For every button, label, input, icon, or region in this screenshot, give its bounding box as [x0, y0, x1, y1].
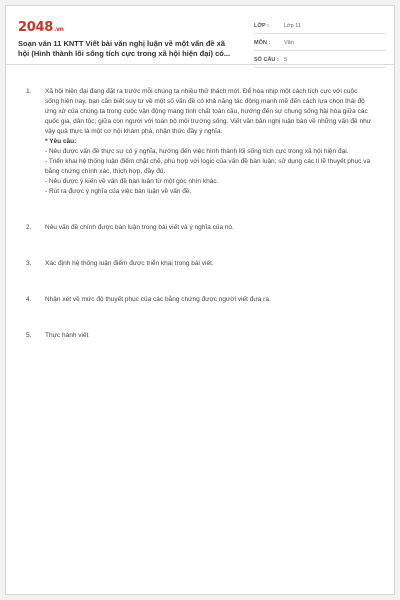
question-number: 4.: [26, 296, 32, 303]
question-item: [26, 87, 372, 197]
meta-row-subject: [254, 36, 386, 51]
title-line-2: hội (Hình thành lối sống tích cực trong xã hội hiện đại) có...: [18, 49, 231, 58]
meta-row-question-count: [254, 53, 386, 68]
meta-value: Văn: [284, 40, 294, 46]
question-text: Xác định hệ thống luận điểm được triển khai trong bài viết.: [45, 260, 214, 267]
meta-key: LỚP :: [254, 23, 269, 29]
title-line-1: Soạn văn 11 KNTT Viết bài văn nghị luận về một vấn đề xã: [18, 39, 226, 48]
question-intro: Xã hội hiện đại đang đặt ra trước mỗi chúng ta nhiều thử thách mới. Để hòa nhịp một cách tích cực với cuộc sống hiện nay, bạn cần biết suy tư về một số vấn đề có khả năng tác động mạnh mẽ đến cách lựa chọn thái độ ứng xử của chúng ta trong cuộc vận động mang tính chất toàn cầu, hướng đến sự chung sống hài hòa giữa các quốc gia, dân tộc; giữa con người với toàn bộ môi trường sống. Viết văn bản nghị luận bàn về những vấn đề như vậy quả thực là một cơ hội khám phá, nhận thức đầy ý nghĩa.: [45, 88, 372, 135]
worksheet-title: [18, 39, 246, 59]
requirements-label: * Yêu cầu:: [45, 138, 77, 145]
worksheet-page: [5, 5, 395, 595]
logo-domain-text: .vn: [53, 26, 64, 33]
meta-row-grade: [254, 19, 386, 34]
meta-value: 5: [284, 57, 288, 63]
meta-key: SỐ CÂU :: [254, 57, 279, 63]
requirement-item: - Nêu được vấn đề thực sự có ý nghĩa, hướng đến việc hình thành lối sống tích cực trong xã hội hiện đại.: [45, 148, 349, 155]
site-logo[interactable]: [18, 20, 64, 35]
question-text: Nhận xét về mức độ thuyết phục của các bằng chứng được người viết đưa ra.: [45, 296, 271, 303]
requirement-item: - Triển khai hệ thống luận điểm chặt chẽ, phù hợp với logic của vấn đề bàn luận; sử dụng các lí lẽ thuyết phục và bằng chứng chính xác, thích hợp, đầy đủ.: [45, 158, 371, 175]
worksheet-meta: [254, 19, 386, 70]
question-item: [26, 331, 372, 341]
question-list: [6, 65, 394, 341]
question-item: [26, 295, 372, 305]
question-number: 1.: [26, 88, 32, 95]
question-number: 3.: [26, 260, 32, 267]
logo-main-text: 2048: [18, 20, 53, 35]
meta-key: MÔN :: [254, 40, 271, 46]
worksheet-header: [6, 6, 394, 65]
question-number: 5.: [26, 332, 32, 339]
question-body: [45, 87, 372, 197]
question-number: 2.: [26, 224, 32, 231]
question-item: [26, 259, 372, 269]
question-text: Nêu vấn đề chính được bàn luận trong bài viết và ý nghĩa của nó.: [45, 224, 234, 231]
requirement-item: - Rút ra được ý nghĩa của việc bàn luận về vấn đề.: [45, 188, 192, 195]
question-item: [26, 223, 372, 233]
question-text: Thực hành viết: [45, 332, 89, 339]
meta-value: Lớp 11: [284, 23, 301, 29]
requirement-item: - Nêu được ý kiến về vấn đề bàn luận từ một góc nhìn khác.: [45, 178, 219, 185]
